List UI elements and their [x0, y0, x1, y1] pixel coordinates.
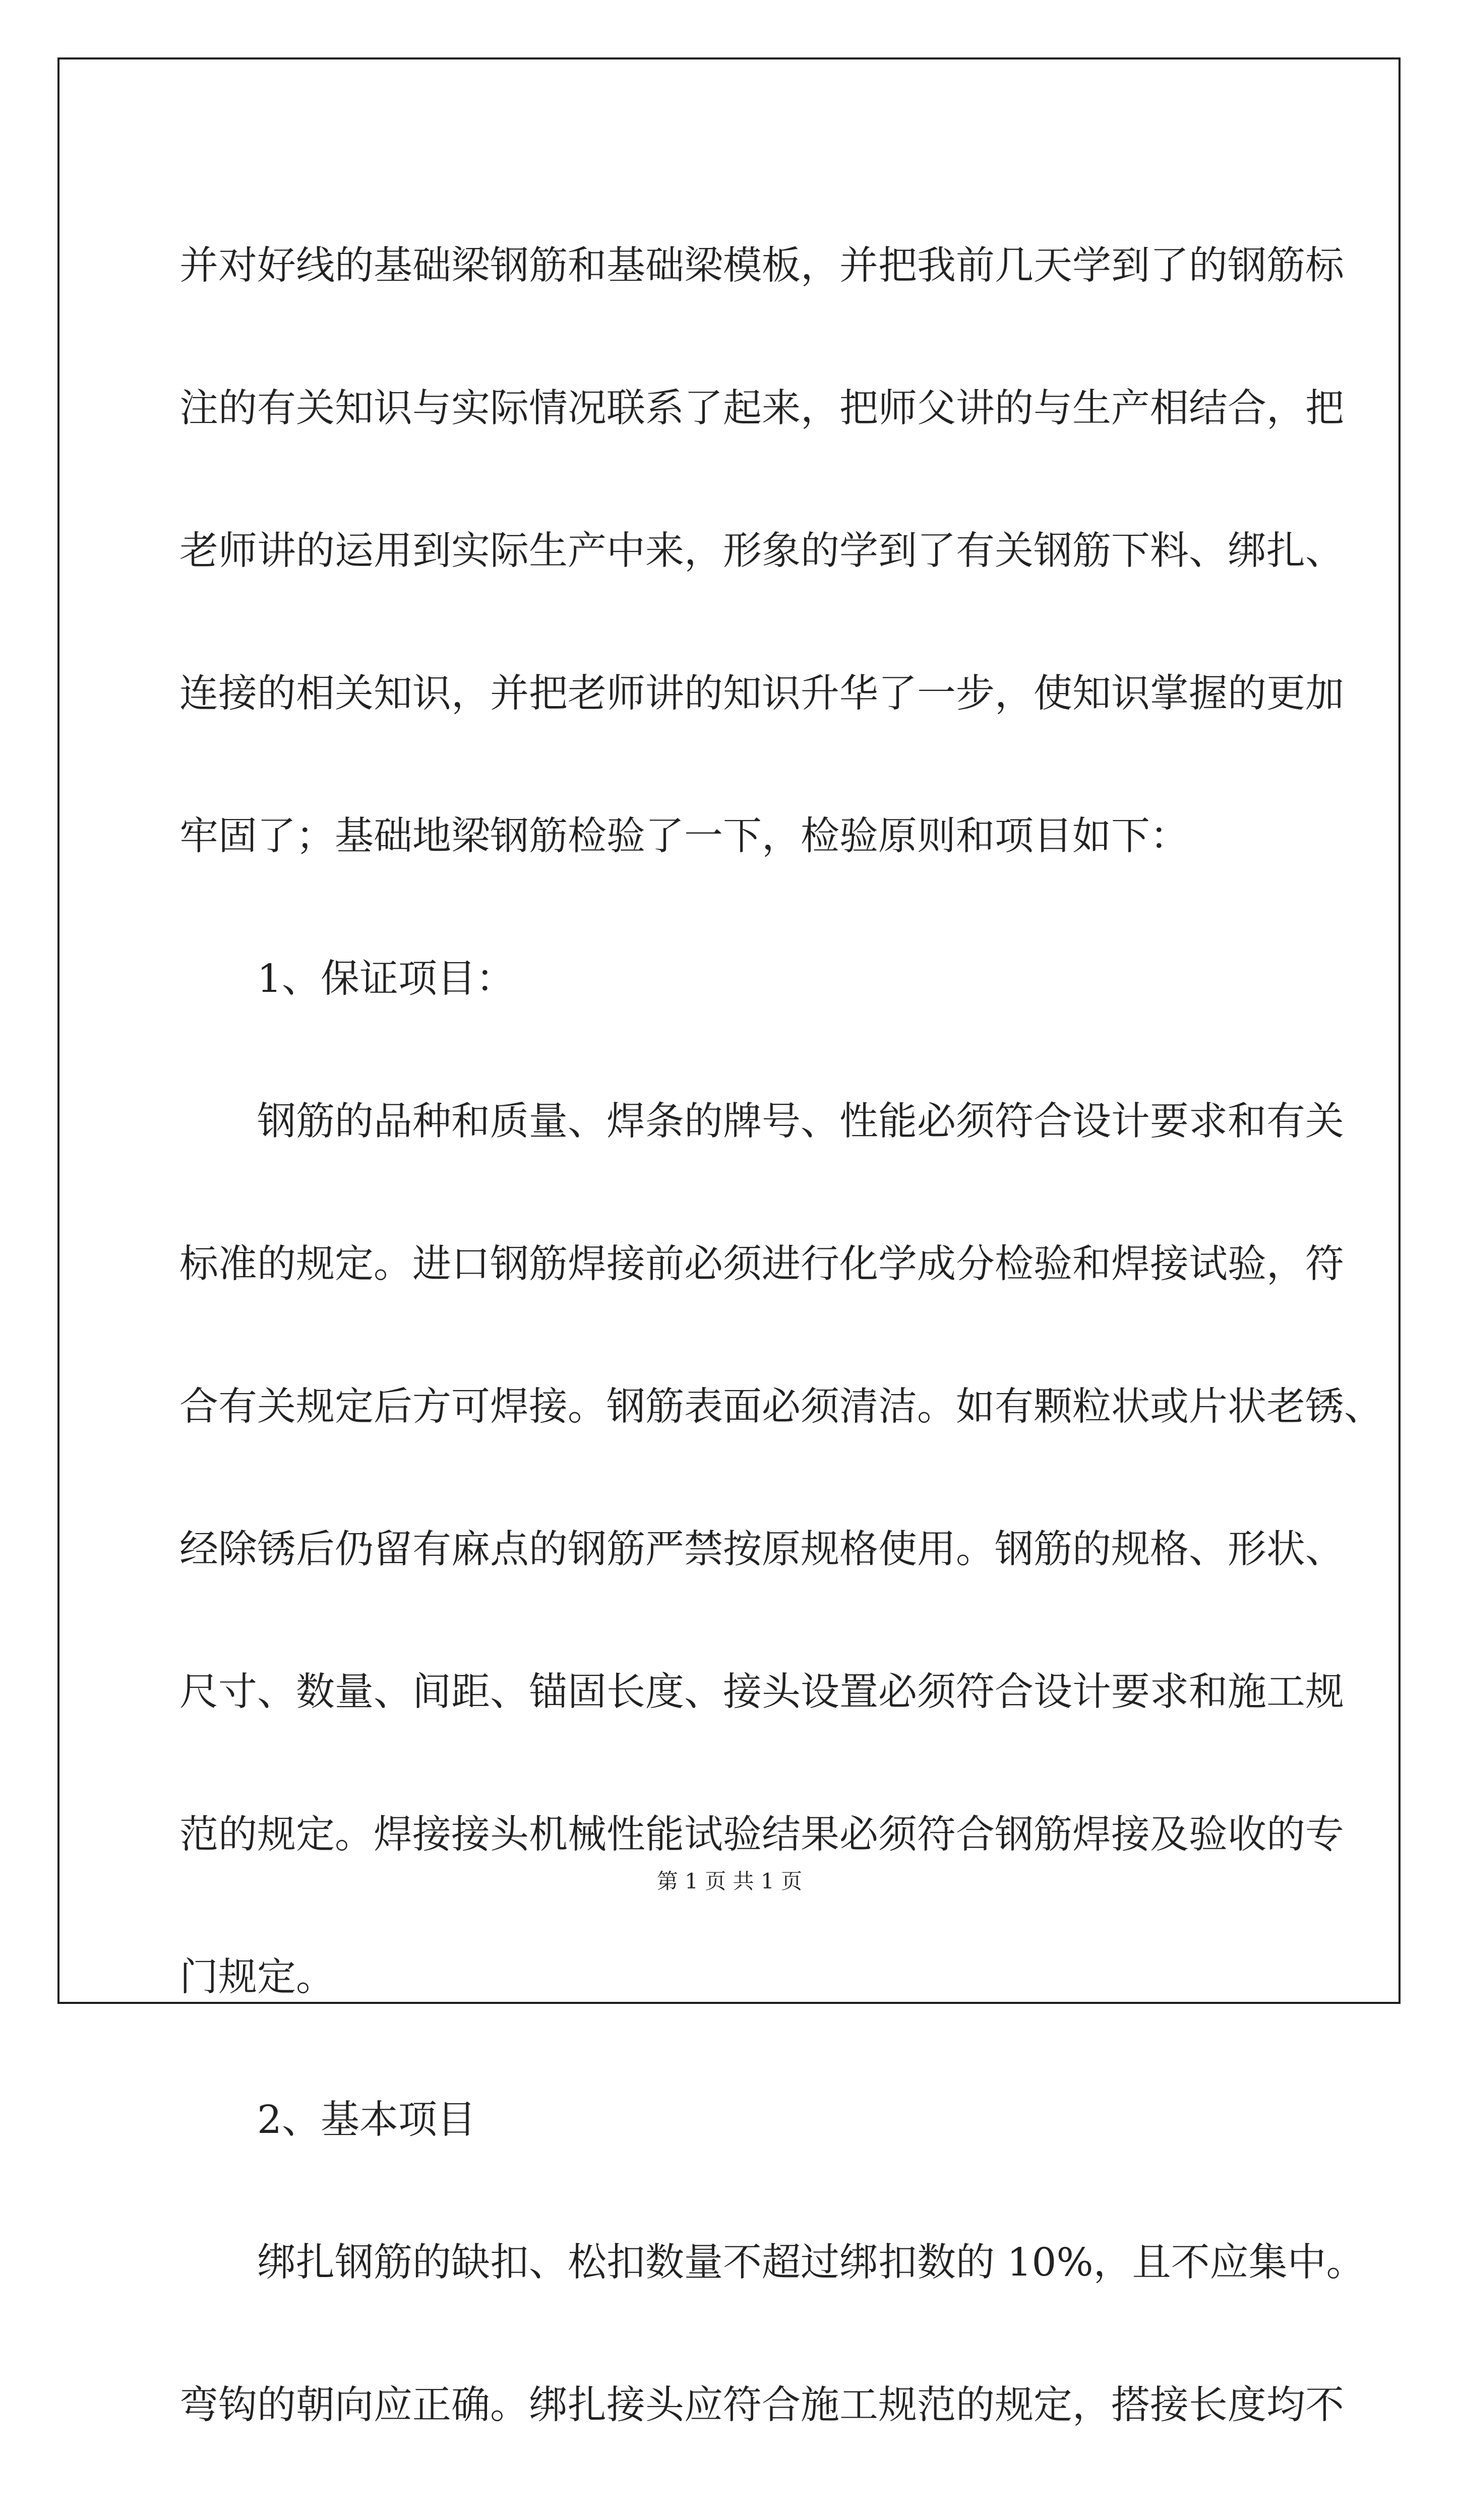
text-line: 连接的相关知识，并把老师讲的知识升华了一步，使知识掌握的更加 — [179, 671, 1344, 716]
text-line: 弯钩的朝向应正确。绑扎接头应符合施工规范的规定，搭接长度均不 — [179, 2383, 1344, 2428]
text-line — [179, 2477, 1268, 2520]
text-line: 尺寸、数量、间距、锚固长度、接头设置必须符合设计要求和施工规 — [179, 1670, 1344, 1715]
text-line: 老师讲的运用到实际生产中来，形象的学到了有关钢筋下料、绑扎、 — [179, 529, 1344, 574]
text-line: 注的有关知识与实际情况联系了起来，把师父讲的与生产相结合，把 — [179, 386, 1344, 431]
text-line: 钢筋的品种和质量、焊条的牌号、性能必须符合设计要求和有关 — [257, 1099, 1344, 1144]
text-line: 牢固了；基础地梁钢筋检验了一下，检验原则和项目如下： — [179, 814, 1189, 859]
text-line: 并对好线的基础梁钢筋和基础梁模板，并把我前几天学到了的钢筋标 — [179, 243, 1344, 288]
text-line: 范的规定。焊接接头机械性能试验结果必须符合钢筋焊接及验收的专 — [179, 1812, 1344, 1857]
text-line: 绑扎钢筋的缺扣、松扣数量不超过绑扣数的 10%，且不应集中。 — [257, 2240, 1365, 2285]
page-footer: 第 1 页 共 1 页 — [656, 1869, 803, 1894]
text-line: 合有关规定后方可焊接。钢筋表面必须清洁。如有颗粒状或片状老锈、 — [179, 1384, 1383, 1429]
section-heading: 2、基本项目 — [257, 2098, 476, 2143]
section-heading: 1、保证项目： — [257, 957, 515, 1001]
text-line: 经除锈后仍留有麻点的钢筋严禁按原规格使用。钢筋的规格、形状、 — [179, 1527, 1344, 1572]
text-line: 标准的规定。进口钢筋焊接前必须进行化学成分检验和焊接试验，符 — [179, 1242, 1344, 1287]
document-body — [179, 195, 1383, 2520]
text-line: 门规定。 — [179, 1955, 335, 2000]
